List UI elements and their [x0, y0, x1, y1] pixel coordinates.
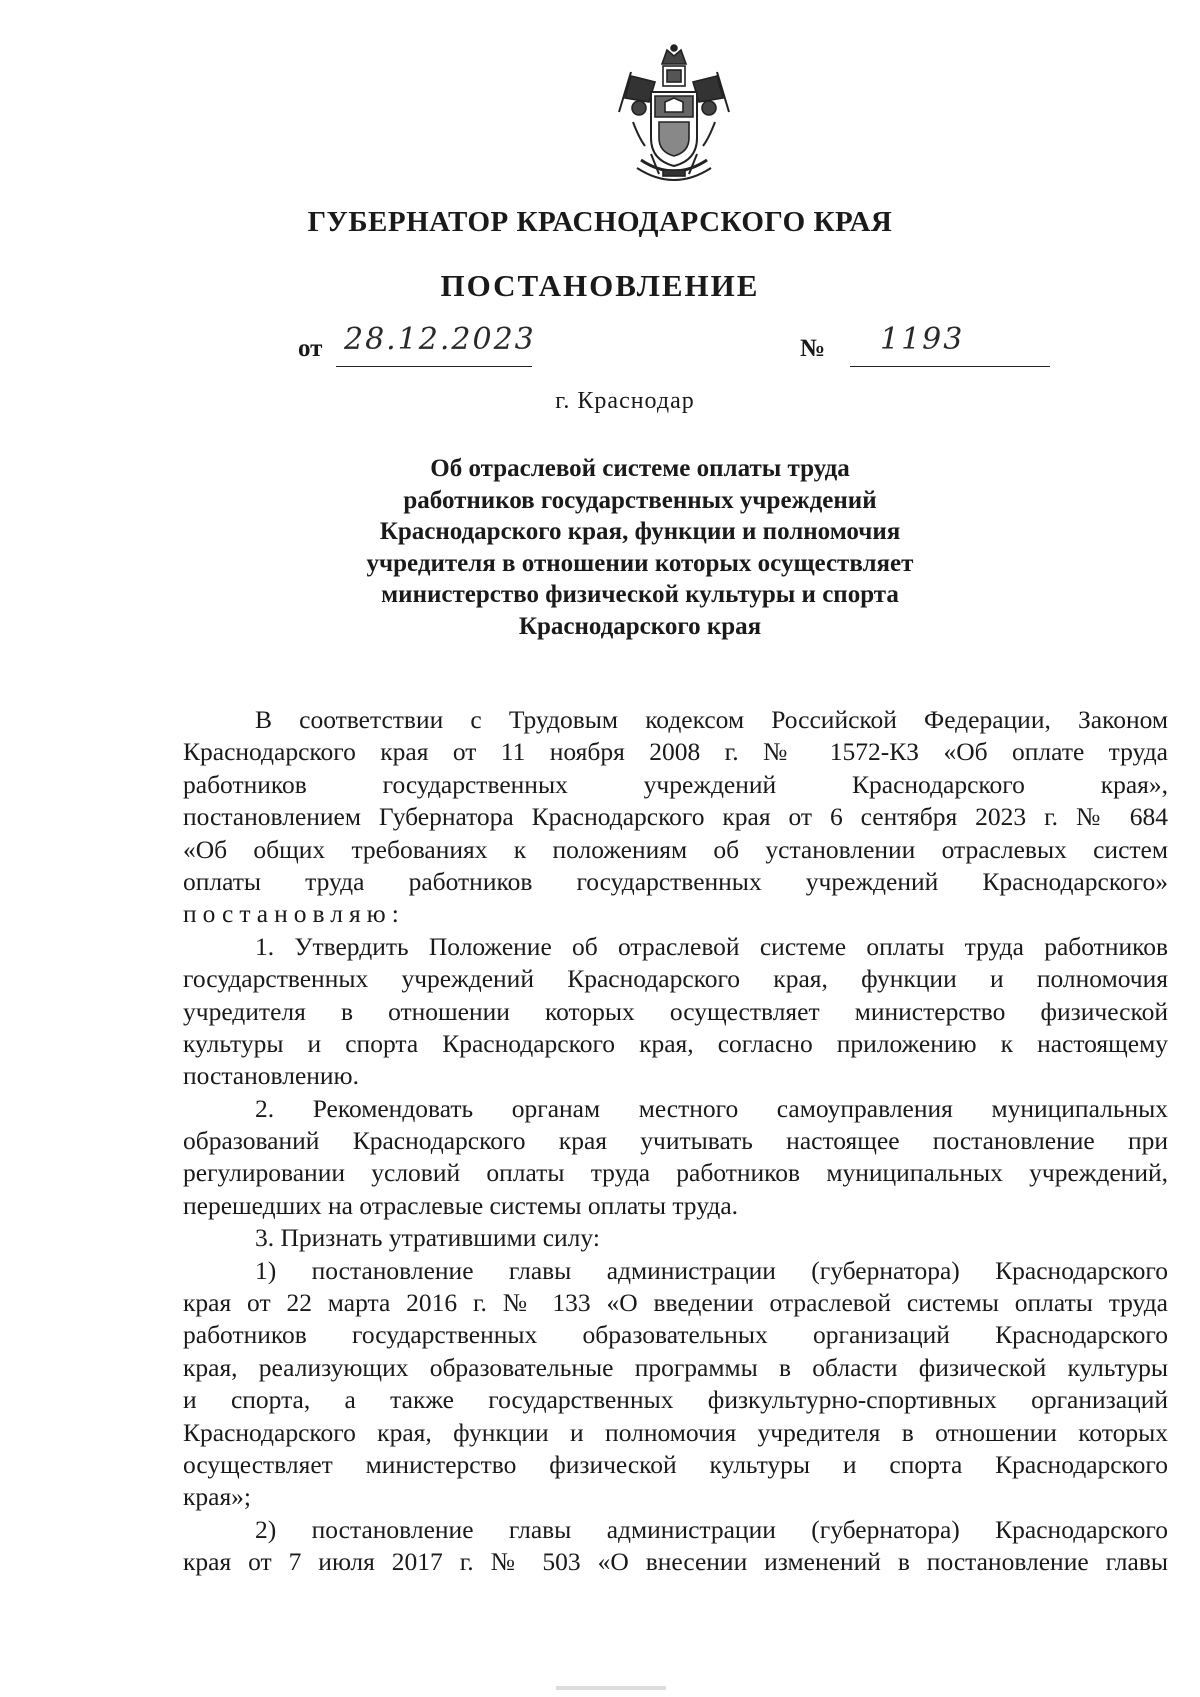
- date-value: 28.12.2023: [344, 322, 536, 357]
- body-line: и спорта, а также государственных физкультурно-спортивных организаций: [183, 1385, 1168, 1415]
- body-line: постановлением Губернатора Краснодарского края от 6 сентября 2023 г. № 684: [183, 802, 1168, 832]
- number-value: 1193: [880, 322, 965, 357]
- document-body: [183, 704, 1168, 1579]
- body-line: 1. Утвердить Положение об отраслевой системе оплаты труда работников: [255, 931, 1168, 961]
- authority-heading: ГУБЕРНАТОР КРАСНОДАРСКОГО КРАЯ: [307, 206, 893, 238]
- body-line: края»;: [183, 1482, 252, 1512]
- body-line: края от 22 марта 2016 г. № 133 «О введении отраслевой системы оплаты труда: [183, 1288, 1168, 1318]
- scan-artifact: [556, 1686, 666, 1690]
- body-line: учредителя в отношении которых осуществляет министерство физической: [183, 996, 1168, 1026]
- city-line: г. Краснодар: [555, 388, 695, 414]
- title-line: Об отраслевой системе оплаты труда: [430, 455, 850, 482]
- body-line: Краснодарского края от 11 ноября 2008 г. № 1572-КЗ «Об оплате труда: [183, 737, 1168, 767]
- body-line: постановлению.: [183, 1061, 359, 1091]
- title-line: учредителя в отношении которых осуществляет: [366, 549, 914, 577]
- body-line: работников государственных образовательных организаций Краснодарского: [183, 1320, 1168, 1350]
- body-line: 3. Признать утратившими силу:: [255, 1223, 600, 1253]
- date-label: от: [298, 335, 323, 362]
- number-field: [850, 322, 1050, 367]
- body-line: перешедших на отраслевые системы оплаты труда.: [183, 1190, 739, 1220]
- document-type-heading: ПОСТАНОВЛЕНИЕ: [440, 268, 760, 303]
- body-line: государственных учреждений Краснодарского края, функции и полномочия: [183, 964, 1168, 994]
- body-line: 1) постановление главы администрации (губернатора) Краснодарского: [255, 1255, 1168, 1285]
- body-line: регулировании условий оплаты труда работников муниципальных учреждений,: [183, 1158, 1168, 1188]
- body-line: постановляю:: [183, 899, 405, 929]
- date-field: [336, 322, 536, 367]
- coat-of-arms-emblem: [615, 42, 733, 192]
- document-title: [300, 453, 980, 642]
- body-line: края от 7 июля 2017 г. № 503 «О внесении изменений в постановление главы: [183, 1547, 1168, 1577]
- title-line: министерство физической культуры и спорта: [381, 581, 899, 608]
- body-line: работников государственных учреждений Краснодарского края»,: [183, 769, 1168, 799]
- body-line: края, реализующих образовательные программы в области физической культуры: [183, 1352, 1168, 1382]
- body-line: Краснодарского края, функции и полномочия учредителя в отношении которых: [183, 1417, 1168, 1447]
- body-line: В соответствии с Трудовым кодексом Российской Федерации, Законом: [255, 705, 1168, 734]
- title-line: работников государственных учреждений: [403, 486, 877, 514]
- title-line: Краснодарского края, функции и полномочия: [379, 518, 901, 545]
- title-line: Краснодарского края: [518, 612, 762, 640]
- body-line: 2) постановление главы администрации (губернатора) Краснодарского: [255, 1514, 1168, 1544]
- body-line: 2. Рекомендовать органам местного самоуправления муниципальных: [255, 1093, 1168, 1123]
- body-line: образований Краснодарского края учитывать настоящее постановление при: [183, 1126, 1168, 1156]
- body-line: оплаты труда работников государственных учреждений Краснодарского»: [183, 866, 1168, 896]
- body-line: «Об общих требованиях к положениям об установлении отраслевых систем: [183, 834, 1168, 864]
- body-line: осуществляет министерство физической культуры и спорта Краснодарского: [183, 1449, 1168, 1479]
- number-label: №: [800, 335, 826, 362]
- body-line: культуры и спорта Краснодарского края, согласно приложению к настоящему: [183, 1028, 1168, 1058]
